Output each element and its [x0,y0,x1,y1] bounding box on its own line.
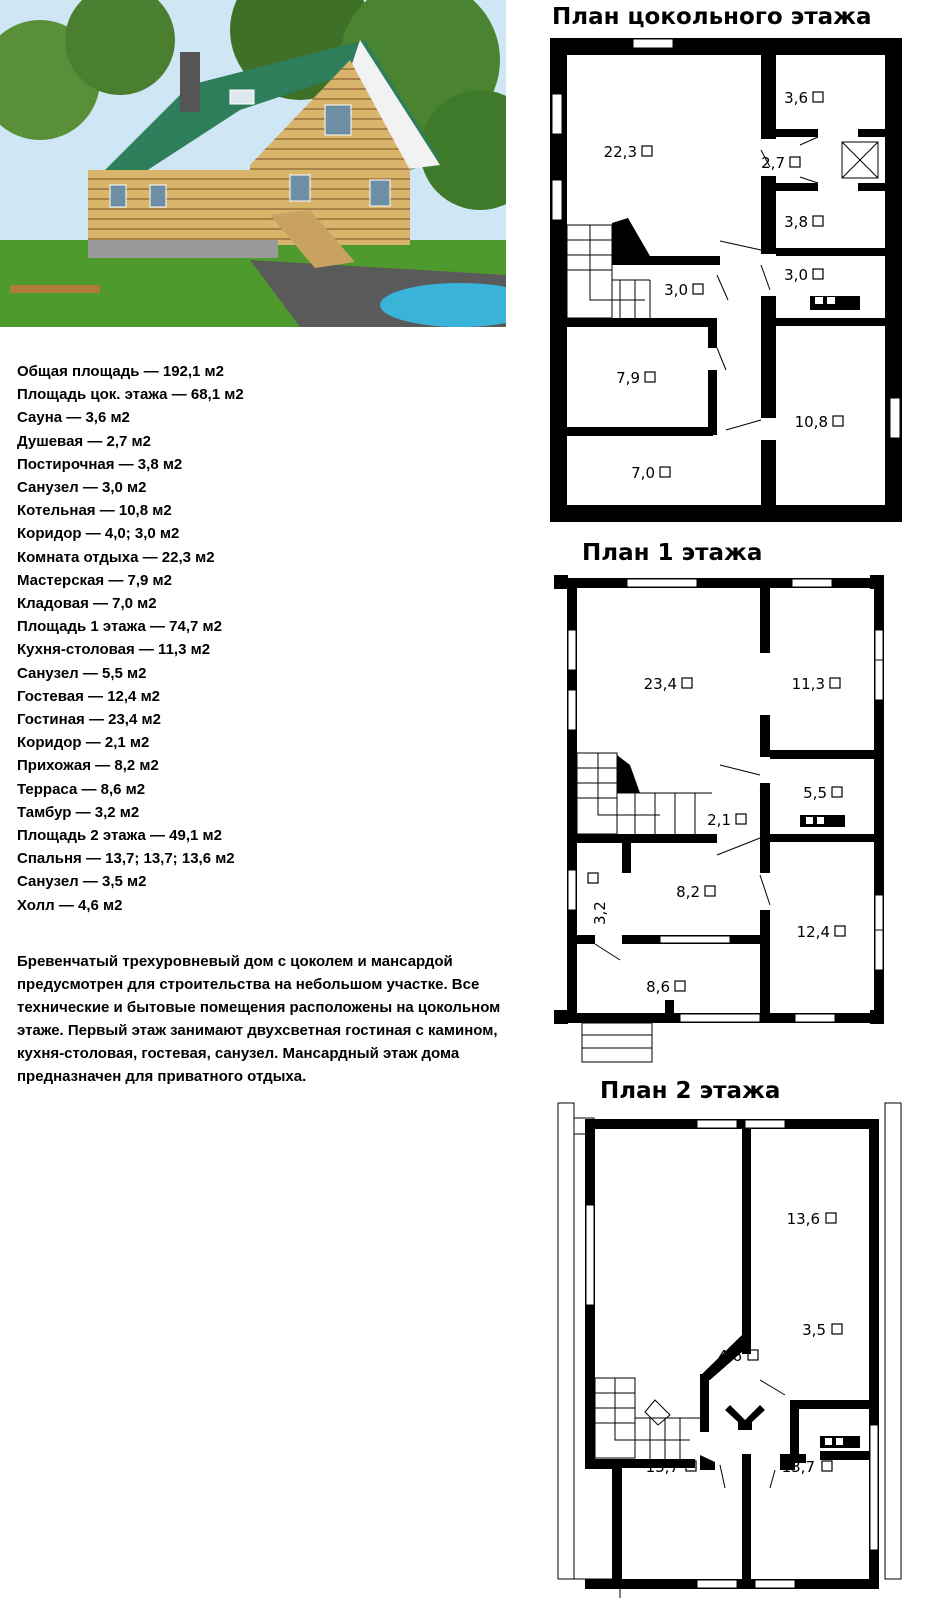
basement-room-label: 10,8 [794,413,828,431]
spec-sauna: Сауна — 3,6 м2 [17,409,130,427]
first-floor-room-label: 8,2 [676,883,700,901]
spec-vestibule: Тамбур — 3,2 м2 [17,803,140,821]
spec-guest-room: Гостевая — 12,4 м2 [17,687,161,705]
spec-total-area: Общая площадь — 192,1 м2 [17,363,224,380]
spec-storeroom: Кладовая — 7,0 м2 [17,595,157,613]
first-floor-room-label: 2,1 [707,811,731,829]
basement-room-label: 7,0 [631,464,655,482]
spec-living-room: Гостиная — 23,4 м2 [17,711,161,729]
second-floor-room-label: 3,5 [802,1321,826,1339]
spec-terrace: Терраса — 8,6 м2 [17,780,146,798]
second-floor-room-label: 13,6 [786,1210,820,1228]
basement-room-label: 2,7 [761,154,785,172]
second-floor-room-label: 13,7 [781,1458,815,1476]
spec-bathroom-basement: Санузел — 3,0 м2 [17,479,147,497]
spec-bedrooms: Спальня — 13,7; 13,7; 13,6 м2 [17,850,235,868]
basement-plan-title: План цокольного этажа [552,4,872,30]
first-floor-room-label: 23,4 [643,675,677,693]
first-floor-room-label: 5,5 [803,784,827,802]
spec-second-floor-area: Площадь 2 этажа — 49,1 м2 [17,827,222,845]
first-floor-plan [554,575,884,1024]
second-floor-room-label: 13,7 [645,1458,679,1476]
spec-workshop: Мастерская — 7,9 м2 [17,571,172,589]
second-floor-room-label: 4,6 [718,1347,742,1365]
spec-bathroom-second: Санузел — 3,5 м2 [17,873,147,891]
basement-room-label: 22,3 [603,143,637,161]
spec-laundry: Постирочная — 3,8 м2 [17,455,183,473]
spec-hallway: Прихожая — 8,2 м2 [17,757,159,775]
basement-wall-right [885,38,902,522]
spec-kitchen-dining: Кухня-столовая — 11,3 м2 [17,641,211,659]
second-floor-plan-title: План 2 этажа [600,1078,781,1104]
basement-room-label: 3,6 [784,89,808,107]
spec-corridor-basement: Коридор — 4,0; 3,0 м2 [17,525,180,543]
basement-room-label: 7,9 [616,369,640,387]
spec-boiler-room: Котельная — 10,8 м2 [17,502,172,520]
spec-basement-area: Площадь цок. этажа — 68,1 м2 [17,386,244,404]
first-floor-room-label: 11,3 [791,675,825,693]
first-floor-room-label: 3,2 [591,901,609,925]
spec-first-floor-area: Площадь 1 этажа — 74,7 м2 [17,618,222,636]
spec-bathroom-first: Санузел — 5,5 м2 [17,664,147,682]
basement-room-label: 3,8 [784,213,808,231]
basement-wall-bottom [550,505,902,522]
first-floor-room-label: 8,6 [646,978,670,996]
spec-corridor-first: Коридор — 2,1 м2 [17,734,150,752]
basement-room-label: 3,0 [664,281,688,299]
spec-recreation-room: Комната отдыха — 22,3 м2 [17,548,215,566]
spec-shower: Душевая — 2,7 м2 [17,432,151,450]
house-description: Бревенчатый трехуровневый дом с цоколем и мансардой предусмотрен для строительства на небольшом участке. Все технические и бытовые помещения расположены на цокольном этаже. Первый этаж занимают двухсветная гостиная с камином, кухня-столовая, гостевая, санузел. Мансардный этаж дома предназначен для приватного отдыха. [17,953,501,1085]
basement-room-label: 3,0 [784,266,808,284]
basement-wall-top [550,38,902,55]
second-floor-plan [558,1103,901,1598]
first-floor-room-label: 12,4 [796,923,830,941]
basement-plan [550,38,902,522]
shower-icon [842,142,878,178]
first-floor-plan-title: План 1 этажа [582,540,763,566]
spec-hall: Холл — 4,6 м2 [17,896,123,914]
fireplace-icon [612,218,650,262]
